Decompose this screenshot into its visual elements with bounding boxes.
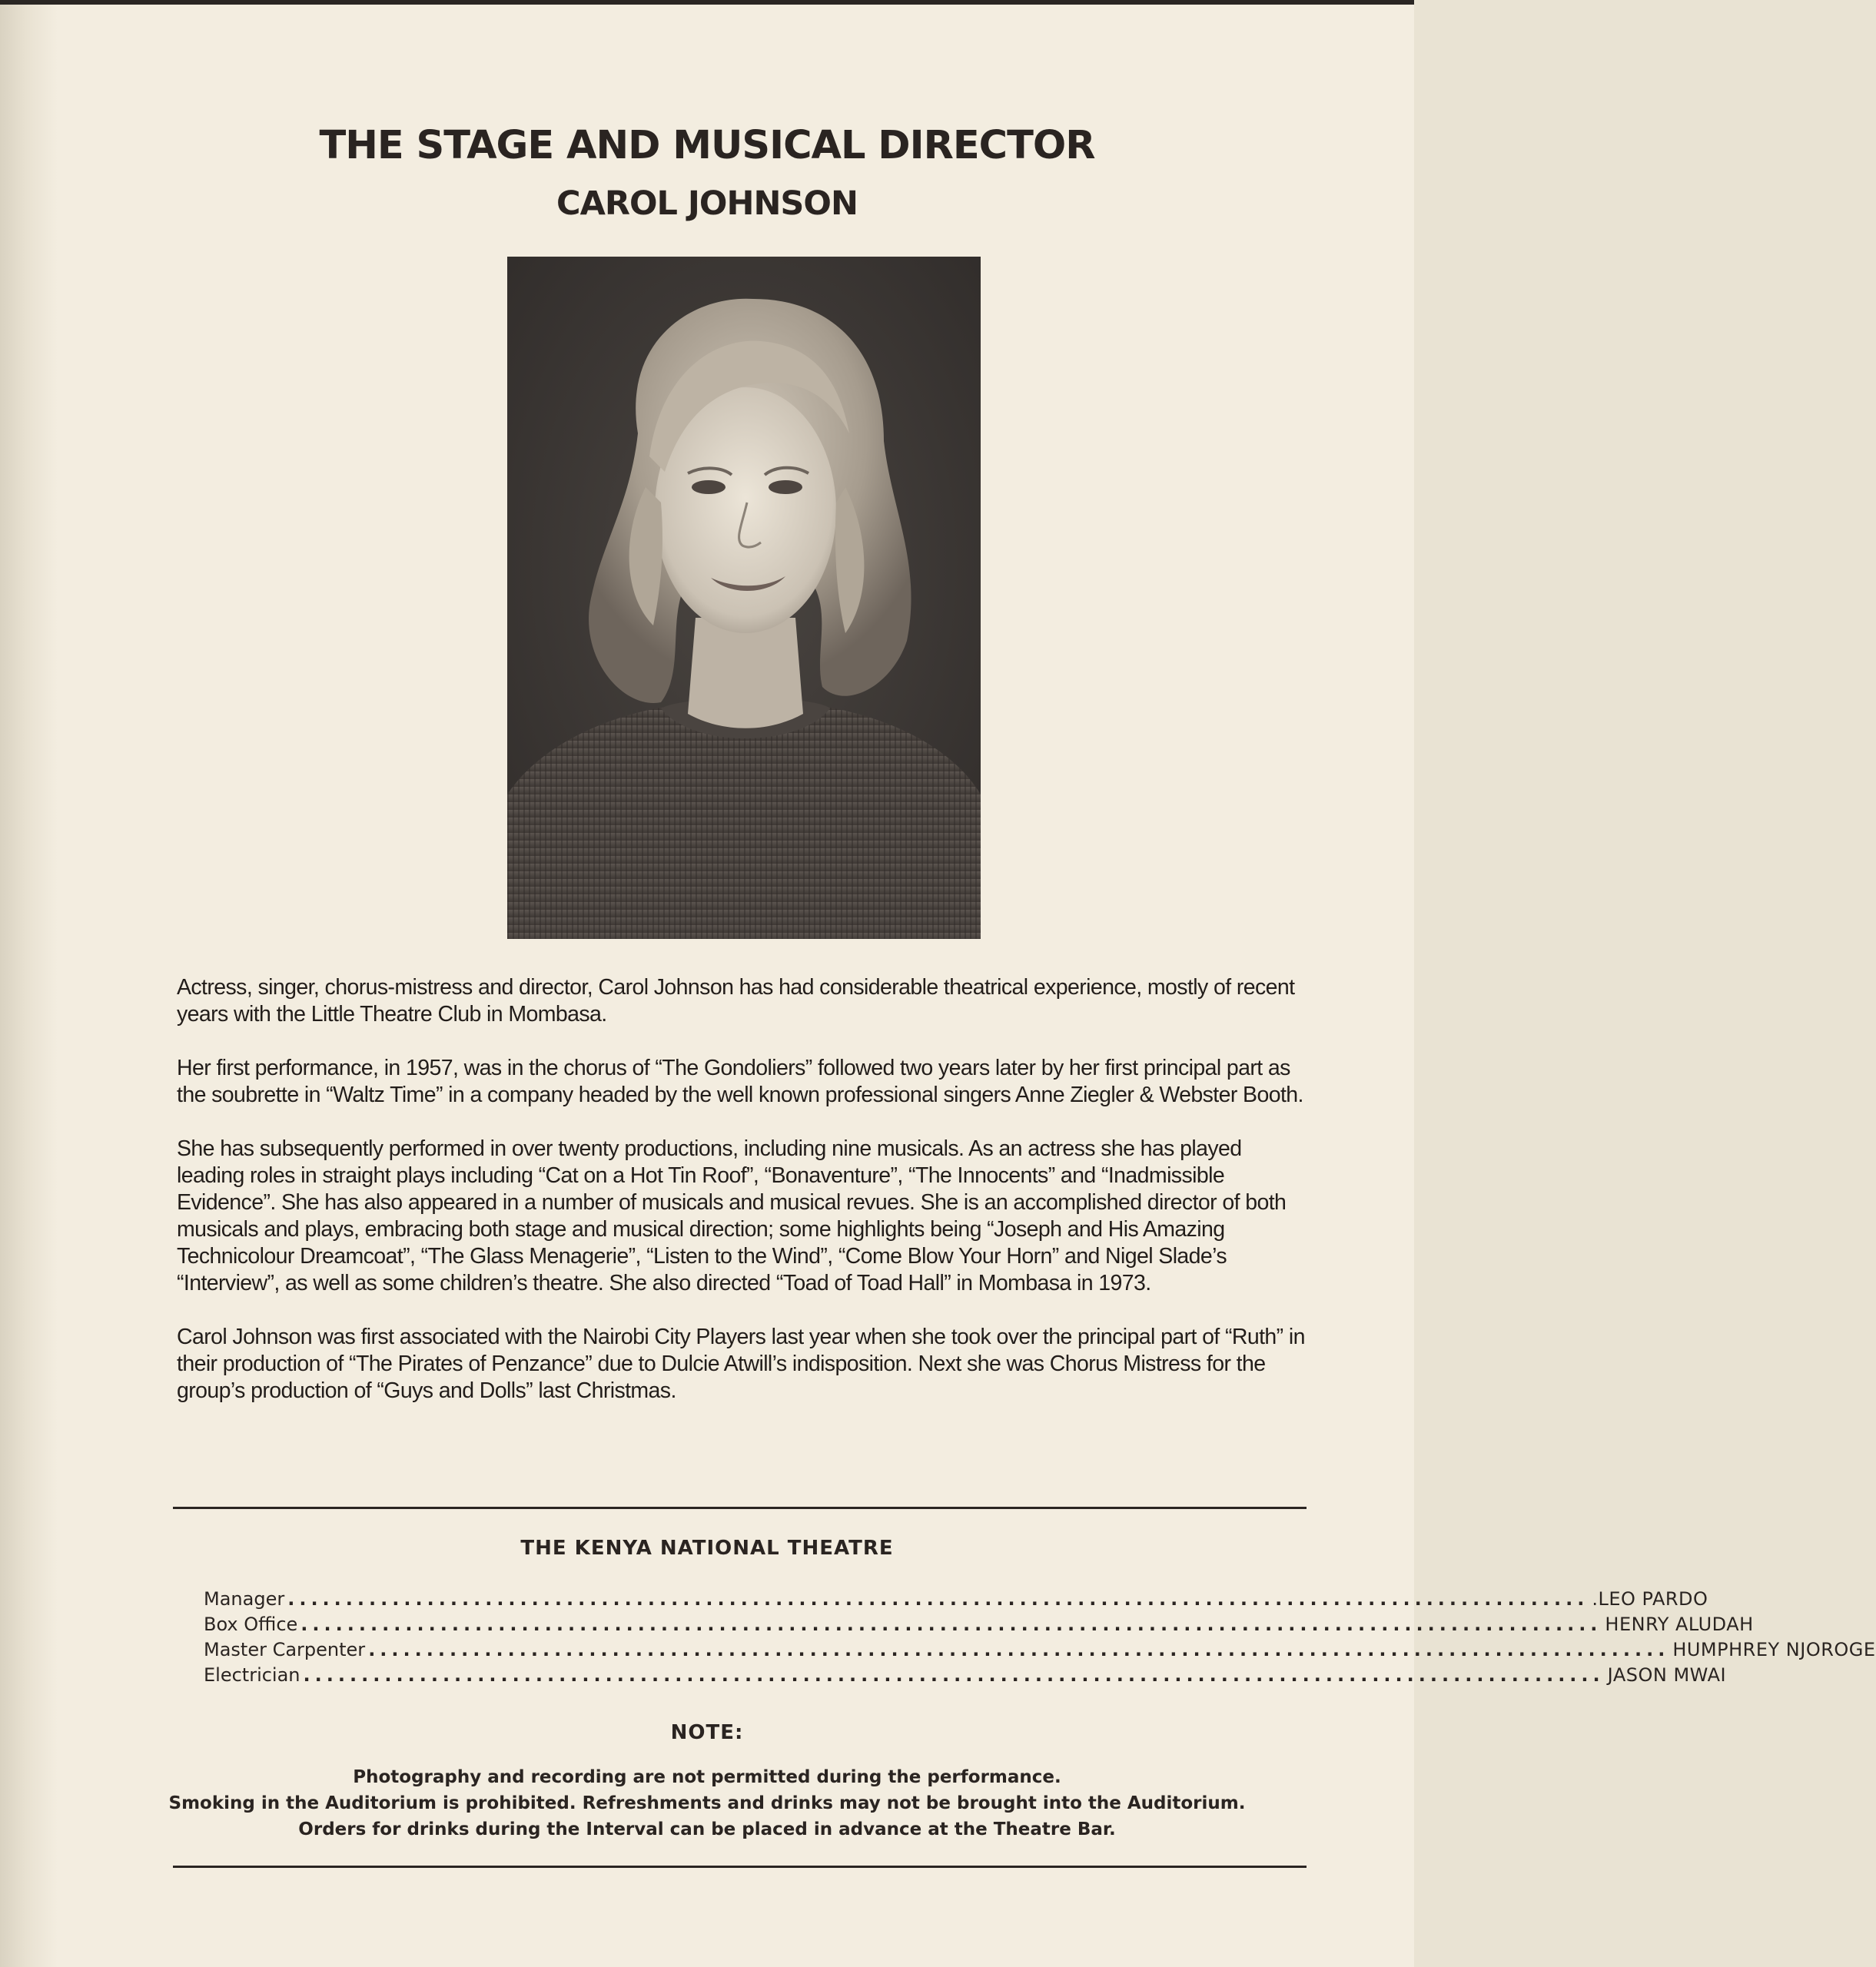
portrait-illustration (507, 257, 981, 939)
staff-name: .LEO PARDO (1592, 1588, 1708, 1610)
top-divider (173, 1507, 1307, 1509)
bio-paragraph: Carol Johnson was first associated with the Nairobi City Players last year when she took over the principal part of “Ruth” in their production of “The Pirates of Penzance” due to Dulcie Atwill’s indisposition. Next she was Chorus Mistress for the group’s production of “Guys and Dolls” last Christmas. (177, 1325, 1305, 1403)
note-line: Photography and recording are not permitted during the performance. (353, 1767, 1061, 1787)
staff-role: Manager (204, 1588, 285, 1610)
dot-leader: ................................................................................................................ (287, 1588, 1589, 1610)
staff-row-electrician (204, 1664, 1727, 1690)
director-portrait-photo (507, 257, 981, 939)
staff-row-box-office (204, 1614, 1754, 1639)
staff-row-manager (204, 1588, 1708, 1614)
page-top-edge (0, 0, 1414, 5)
staff-role: Electrician (204, 1664, 300, 1686)
dot-leader: ................................................................................................................ (300, 1614, 1602, 1635)
bio-paragraph: Her first performance, in 1957, was in the chorus of “The Gondoliers” followed two years later by her first principal part as the soubrette in “Waltz Time” in a company headed by the well known professional singers Anne Ziegler & Webster Booth. (177, 1056, 1303, 1107)
director-name: CAROL JOHNSON (556, 184, 858, 223)
staff-role: Box Office (204, 1614, 298, 1635)
staff-name: JASON MWAI (1607, 1664, 1727, 1686)
note-text (0, 1764, 1414, 1843)
bottom-divider (173, 1866, 1307, 1868)
page-title: THE STAGE AND MUSICAL DIRECTOR (319, 123, 1095, 168)
theatre-heading: THE KENYA NATIONAL THEATRE (520, 1537, 894, 1560)
theatre-staff-list (204, 1588, 1876, 1690)
bio-paragraph: She has subsequently performed in over twenty productions, including nine musicals. As an actress she has played leading roles in straight plays including “Cat on a Hot Tin Roof”, “Bonaventure”, “The Innocents” and “Inadmissible Evidence”. She has also appeared in a number of musicals and musical revues. She is an accomplished director of both musicals and plays, embracing both stage and musical direction; some highlights being “Joseph and His Amazing Technicolour Dreamcoat”, “The Glass Menagerie”, “Listen to the Wind”, “Come Blow Your Horn” and Nigel Slade’s “Interview”, as well as some children’s theatre. She also directed “Toad of Toad Hall” in Mombasa in 1973. (177, 1136, 1287, 1295)
staff-name: HENRY ALUDAH (1605, 1614, 1754, 1635)
note-heading: NOTE: (670, 1721, 744, 1744)
note-line: Orders for drinks during the Interval can be placed in advance at the Theatre Bar. (298, 1819, 1116, 1839)
staff-name: HUMPHREY NJOROGE (1672, 1639, 1876, 1660)
note-line: Smoking in the Auditorium is prohibited. Refreshments and drinks may not be brought into the Auditorium. (168, 1793, 1246, 1813)
staff-row-master-carpenter (204, 1639, 1876, 1664)
dot-leader: ................................................................................................................ (303, 1664, 1605, 1686)
director-biography (177, 974, 1314, 1431)
bio-paragraph: Actress, singer, chorus-mistress and director, Carol Johnson has had considerable theatrical experience, mostly of recent years with the Little Theatre Club in Mombasa. (177, 975, 1295, 1027)
staff-role: Master Carpenter (204, 1639, 366, 1660)
dot-leader: ................................................................................................................ (368, 1639, 1670, 1660)
page-binding-edge (0, 0, 58, 1967)
